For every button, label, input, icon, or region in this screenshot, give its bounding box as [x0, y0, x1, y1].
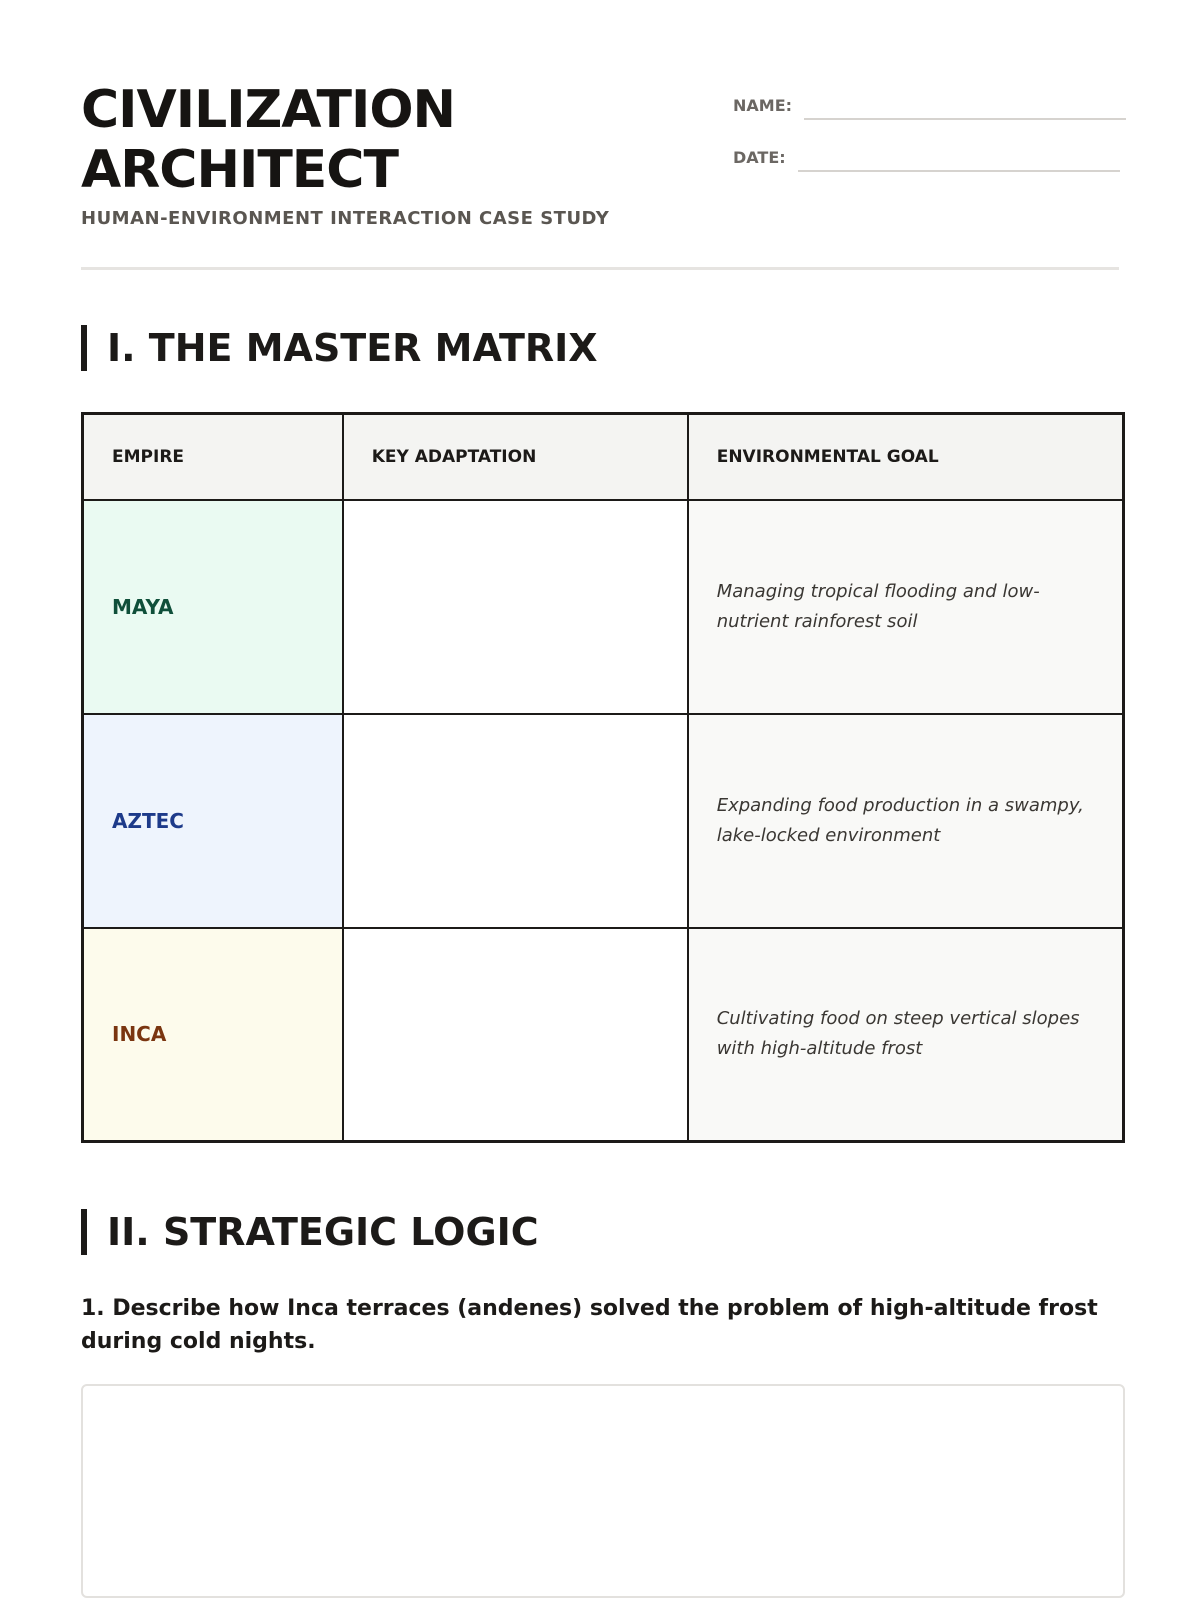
page-title: CIVILIZATION ARCHITECT: [81, 80, 456, 200]
section-accent-bar: [81, 325, 87, 371]
question-1: 1. Describe how Inca terraces (andenes) solved the problem of high-altitude frost during cold nights.: [81, 1296, 1098, 1354]
header: [81, 0, 1119, 270]
name-field[interactable]: [804, 118, 1126, 120]
column-header-empire: EMPIRE: [83, 414, 343, 500]
title-block: [81, 80, 609, 229]
adaptation-cell-aztec[interactable]: [343, 714, 688, 928]
column-header-environmental-goal: ENVIRONMENTAL GOAL: [688, 414, 1124, 500]
empire-cell-inca: INCA: [83, 928, 343, 1142]
empire-cell-maya: MAYA: [83, 500, 343, 714]
section-accent-bar: [81, 1209, 87, 1255]
table-row-maya: [83, 500, 1124, 714]
column-header-key-adaptation: KEY ADAPTATION: [343, 414, 688, 500]
empire-cell-aztec: AZTEC: [83, 714, 343, 928]
name-row: [733, 86, 1126, 116]
answer-box-1[interactable]: [81, 1384, 1125, 1598]
adaptation-cell-maya[interactable]: [343, 500, 688, 714]
table-row-inca: [83, 928, 1124, 1142]
adaptation-cell-inca[interactable]: [343, 928, 688, 1142]
master-matrix-table: [81, 412, 1125, 1143]
page-subtitle: HUMAN-ENVIRONMENT INTERACTION CASE STUDY: [81, 208, 610, 229]
goal-cell-aztec: Expanding food production in a swampy, lake-locked environment: [688, 714, 1124, 928]
section-title: I. THE MASTER MATRIX: [107, 326, 598, 370]
section-heading-strategic-logic: [81, 1209, 539, 1255]
table-row-aztec: [83, 714, 1124, 928]
date-row: [733, 138, 1126, 168]
section-heading-master-matrix: [81, 325, 598, 371]
student-info: [733, 86, 1126, 190]
date-label: DATE:: [733, 148, 786, 167]
goal-cell-maya: Managing tropical flooding and low-nutrient rainforest soil: [688, 500, 1124, 714]
table-header-row: [83, 414, 1124, 500]
name-label: NAME:: [733, 96, 793, 115]
section-title: II. STRATEGIC LOGIC: [107, 1210, 539, 1254]
date-field[interactable]: [798, 170, 1120, 172]
goal-cell-inca: Cultivating food on steep vertical slopes with high-altitude frost: [688, 928, 1124, 1142]
